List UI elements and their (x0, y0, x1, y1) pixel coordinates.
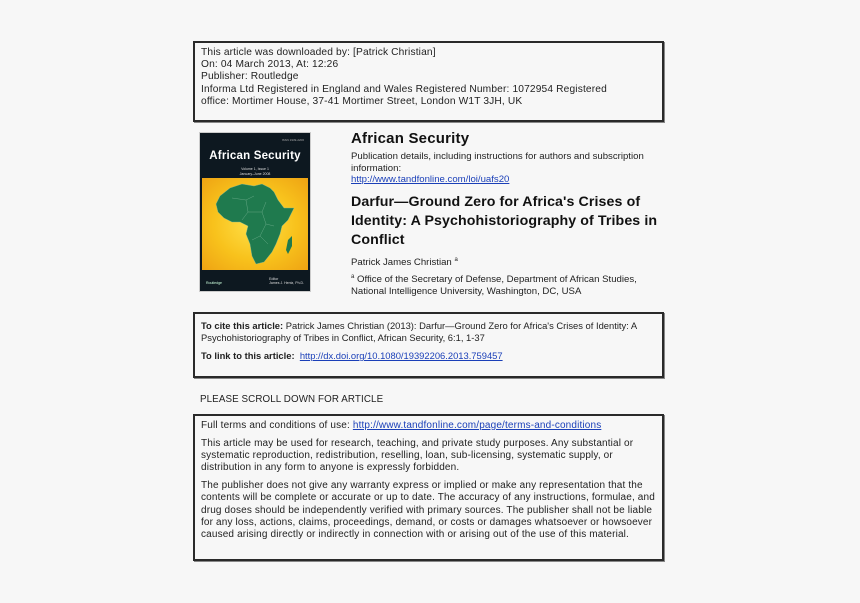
cover-title: African Security (209, 150, 301, 162)
cover-publisher-logo (206, 281, 222, 285)
cover-issn: ISSN 1939-2206 (281, 138, 304, 142)
citation-box (193, 312, 664, 378)
article-title: Darfur—Ground Zero for Africa's Crises of Identity: A Psychohistoriography of Tribes in Conflict (351, 194, 658, 249)
cite-text: Patrick James Christian (2013): Darfur—Ground Zero for Africa's Crises of Identity: A Psychohistoriography of Tribes in Conflict, African Security, 6:1, 1-37 (201, 320, 637, 343)
downloaded-by: This article was downloaded by: [Patrick Christian] (201, 47, 436, 58)
africa-map-icon (202, 178, 308, 270)
download-info-box (193, 41, 664, 122)
cover-editor-label: Editor (269, 277, 279, 281)
journal-cover-image (200, 133, 310, 291)
terms-line (201, 420, 656, 432)
article-info (351, 193, 666, 298)
link-label: To link to this article: (201, 350, 295, 361)
cover-editor (269, 277, 304, 285)
cover-map-panel (202, 178, 308, 270)
author-name: Patrick James Christian (351, 256, 452, 268)
affiliation-text: Office of the Secretary of Defense, Department of African Studies, National Intelligence University, Washington, DC, USA (351, 273, 637, 298)
article-author (351, 254, 666, 269)
cover-publisher: Routledge (206, 281, 222, 285)
registered-office: office: Mortimer House, 37-41 Mortimer Street, London W1T 3JH, UK (201, 95, 523, 107)
download-date: On: 04 March 2013, At: 12:26 (201, 59, 339, 71)
cite-line (201, 320, 656, 344)
author-superscript: a (454, 256, 458, 263)
doi-link[interactable]: http://dx.doi.org/10.1080/19392206.2013.759457 (299, 350, 503, 361)
affiliation-superscript: a (351, 273, 355, 280)
journal-info (351, 130, 666, 186)
terms-box (193, 414, 664, 561)
disclaimer-paragraph: The publisher does not give any warranty express or implied or make any representation that the contents will be complete or accurate or up to date. The accuracy of any instructions, formulae, and drug doses should be independently verified with primary sources. The publisher shall not be liable for any loss, actions, claims, proceedings, demand, or costs or damages whatsoever or howsoever caused arising directly or indirectly in connection with or arising out of the use of this material. (201, 480, 655, 540)
scroll-notice: PLEASE SCROLL DOWN FOR ARTICLE (200, 394, 384, 405)
usage-paragraph: This article may be used for research, teaching, and private study purposes. Any substantial or systematic reproduction, redistribution, reselling, loan, sub-licensing, systematic supply, or distribution in any form to anyone is expressly forbidden. (201, 438, 634, 474)
cover-date: January–June 2008 (239, 171, 271, 176)
cover-volume-number: Volume 1, Issue 1 (241, 167, 269, 171)
journal-url-link[interactable]: http://www.tandfonline.com/loi/uafs20 (351, 174, 510, 186)
cover-volume (200, 167, 310, 176)
article-link-line (201, 350, 656, 362)
terms-link[interactable]: http://www.tandfonline.com/page/terms-and-conditions (352, 420, 602, 431)
journal-title: African Security (351, 130, 470, 147)
journal-description (351, 151, 666, 186)
publisher: Publisher: Routledge (201, 71, 299, 83)
registration-info: Informa Ltd Registered in England and Wales Registered Number: 1072954 Registered (201, 83, 607, 95)
terms-label: Full terms and conditions of use: (201, 420, 350, 431)
author-affiliation (351, 271, 666, 299)
journal-description-text: Publication details, including instructions for authors and subscription information: (351, 151, 644, 174)
cite-label: To cite this article: (201, 320, 284, 331)
cover-editor-name: James J. Hentz, Ph.D. (269, 281, 304, 285)
